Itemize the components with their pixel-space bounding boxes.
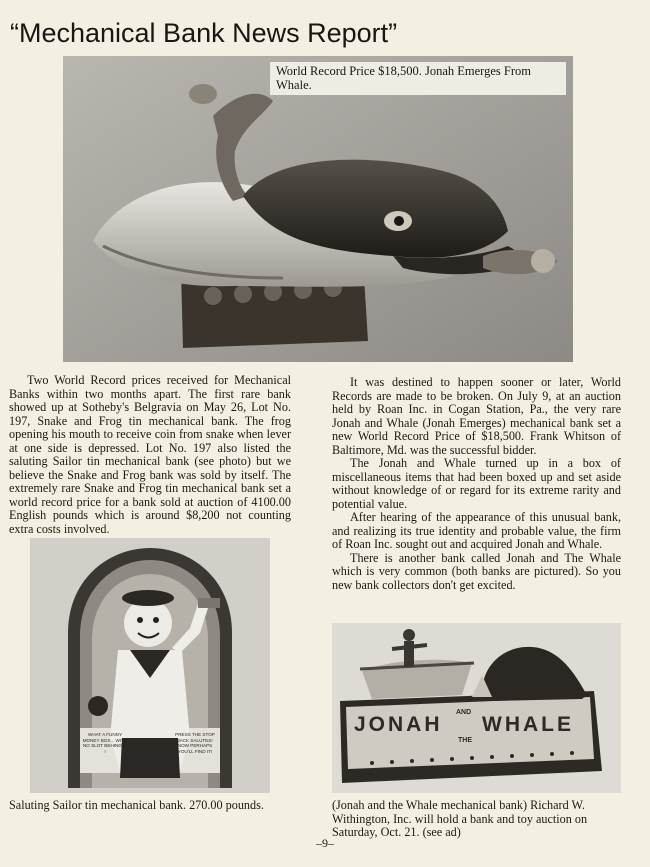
banner-the: THE <box>458 737 472 744</box>
paragraph: The Jonah and Whale turned up in a box of miscellaneous items that had been boxed up and set aside without knowledge of or regard for its extreme rarity and potential value. <box>332 456 621 511</box>
banner-jonah: JONAH <box>354 713 443 736</box>
saluting-sailor-photo <box>30 538 270 793</box>
jonah-emerges-photo <box>63 56 573 362</box>
jonah-and-the-whale-photo <box>332 623 621 793</box>
page-title: “Mechanical Bank News Report” <box>10 18 398 48</box>
paragraph: It was destined to happen sooner or later, World Records are made to be broken. On July 9, at an auction held by Roan Inc. in Cogan Station, Pa., the very rare Jonah and Whale (Jonah Emerges) mechanical bank set a new World Record Price of $18,500. Frank Whitson of Baltimore, Md. was the successful bidder. <box>332 375 621 457</box>
banner-and: AND <box>456 709 472 716</box>
banner-whale: WHALE <box>482 713 574 736</box>
jonah-emerges-illustration <box>63 56 573 362</box>
paragraph: Two World Record prices received for Mechanical Banks within two months apart. The first rare bank showed up at Sotheby's Belgravia on May 26, Lot No. 197, Snake and Frog tin mechanical bank. The frog opening his mouth to receive coin from snake when lever at one side is depressed. Lot No. 197 also listed the saluting Sailor tin mechanical bank (see photo) but we believe the Snake and Frog bank was sold by itself. The extremely rare Snake and Frog tin mechanical bank set a world record price for a bank sold at auction of 4100.00 English pounds which is around $8,200 not counting extra costs involved. <box>9 373 291 536</box>
page-number: –9– <box>316 836 334 850</box>
jonah-and-the-whale-illustration <box>332 623 621 793</box>
sailor-sign-left: WHAT A FUNNY MONEY BOX... WITH NO SLOT BEHIND IT ! <box>82 732 128 754</box>
paragraph: After hearing of the appearance of this unusual bank, and realizing its true identity and probable value, the firm of Roan Inc. sought out and acquired Jonah and Whale. <box>332 510 621 551</box>
jonah-whale-caption: (Jonah and the Whale mechanical bank) Richard W. Withington, Inc. will hold a bank and toy auction on Saturday, Oct. 21. (see ad) <box>332 798 588 839</box>
saluting-sailor-illustration <box>30 538 270 793</box>
paragraph: There is another bank called Jonah and The Whale which is very common (both banks are pictured). So you new bank collectors don't get excited. <box>332 550 621 592</box>
article-right-column <box>332 376 621 592</box>
article-left-column <box>9 374 291 536</box>
sailor-sign-right: PRESS THE STOP JACK SALUTES! NOW PERHAPS YOU'LL FIND IT! <box>175 732 215 754</box>
jonah-record-caption: World Record Price $18,500. Jonah Emerges From Whale. <box>270 62 566 95</box>
sailor-caption: Saluting Sailor tin mechanical bank. 270.00 pounds. <box>9 798 264 812</box>
